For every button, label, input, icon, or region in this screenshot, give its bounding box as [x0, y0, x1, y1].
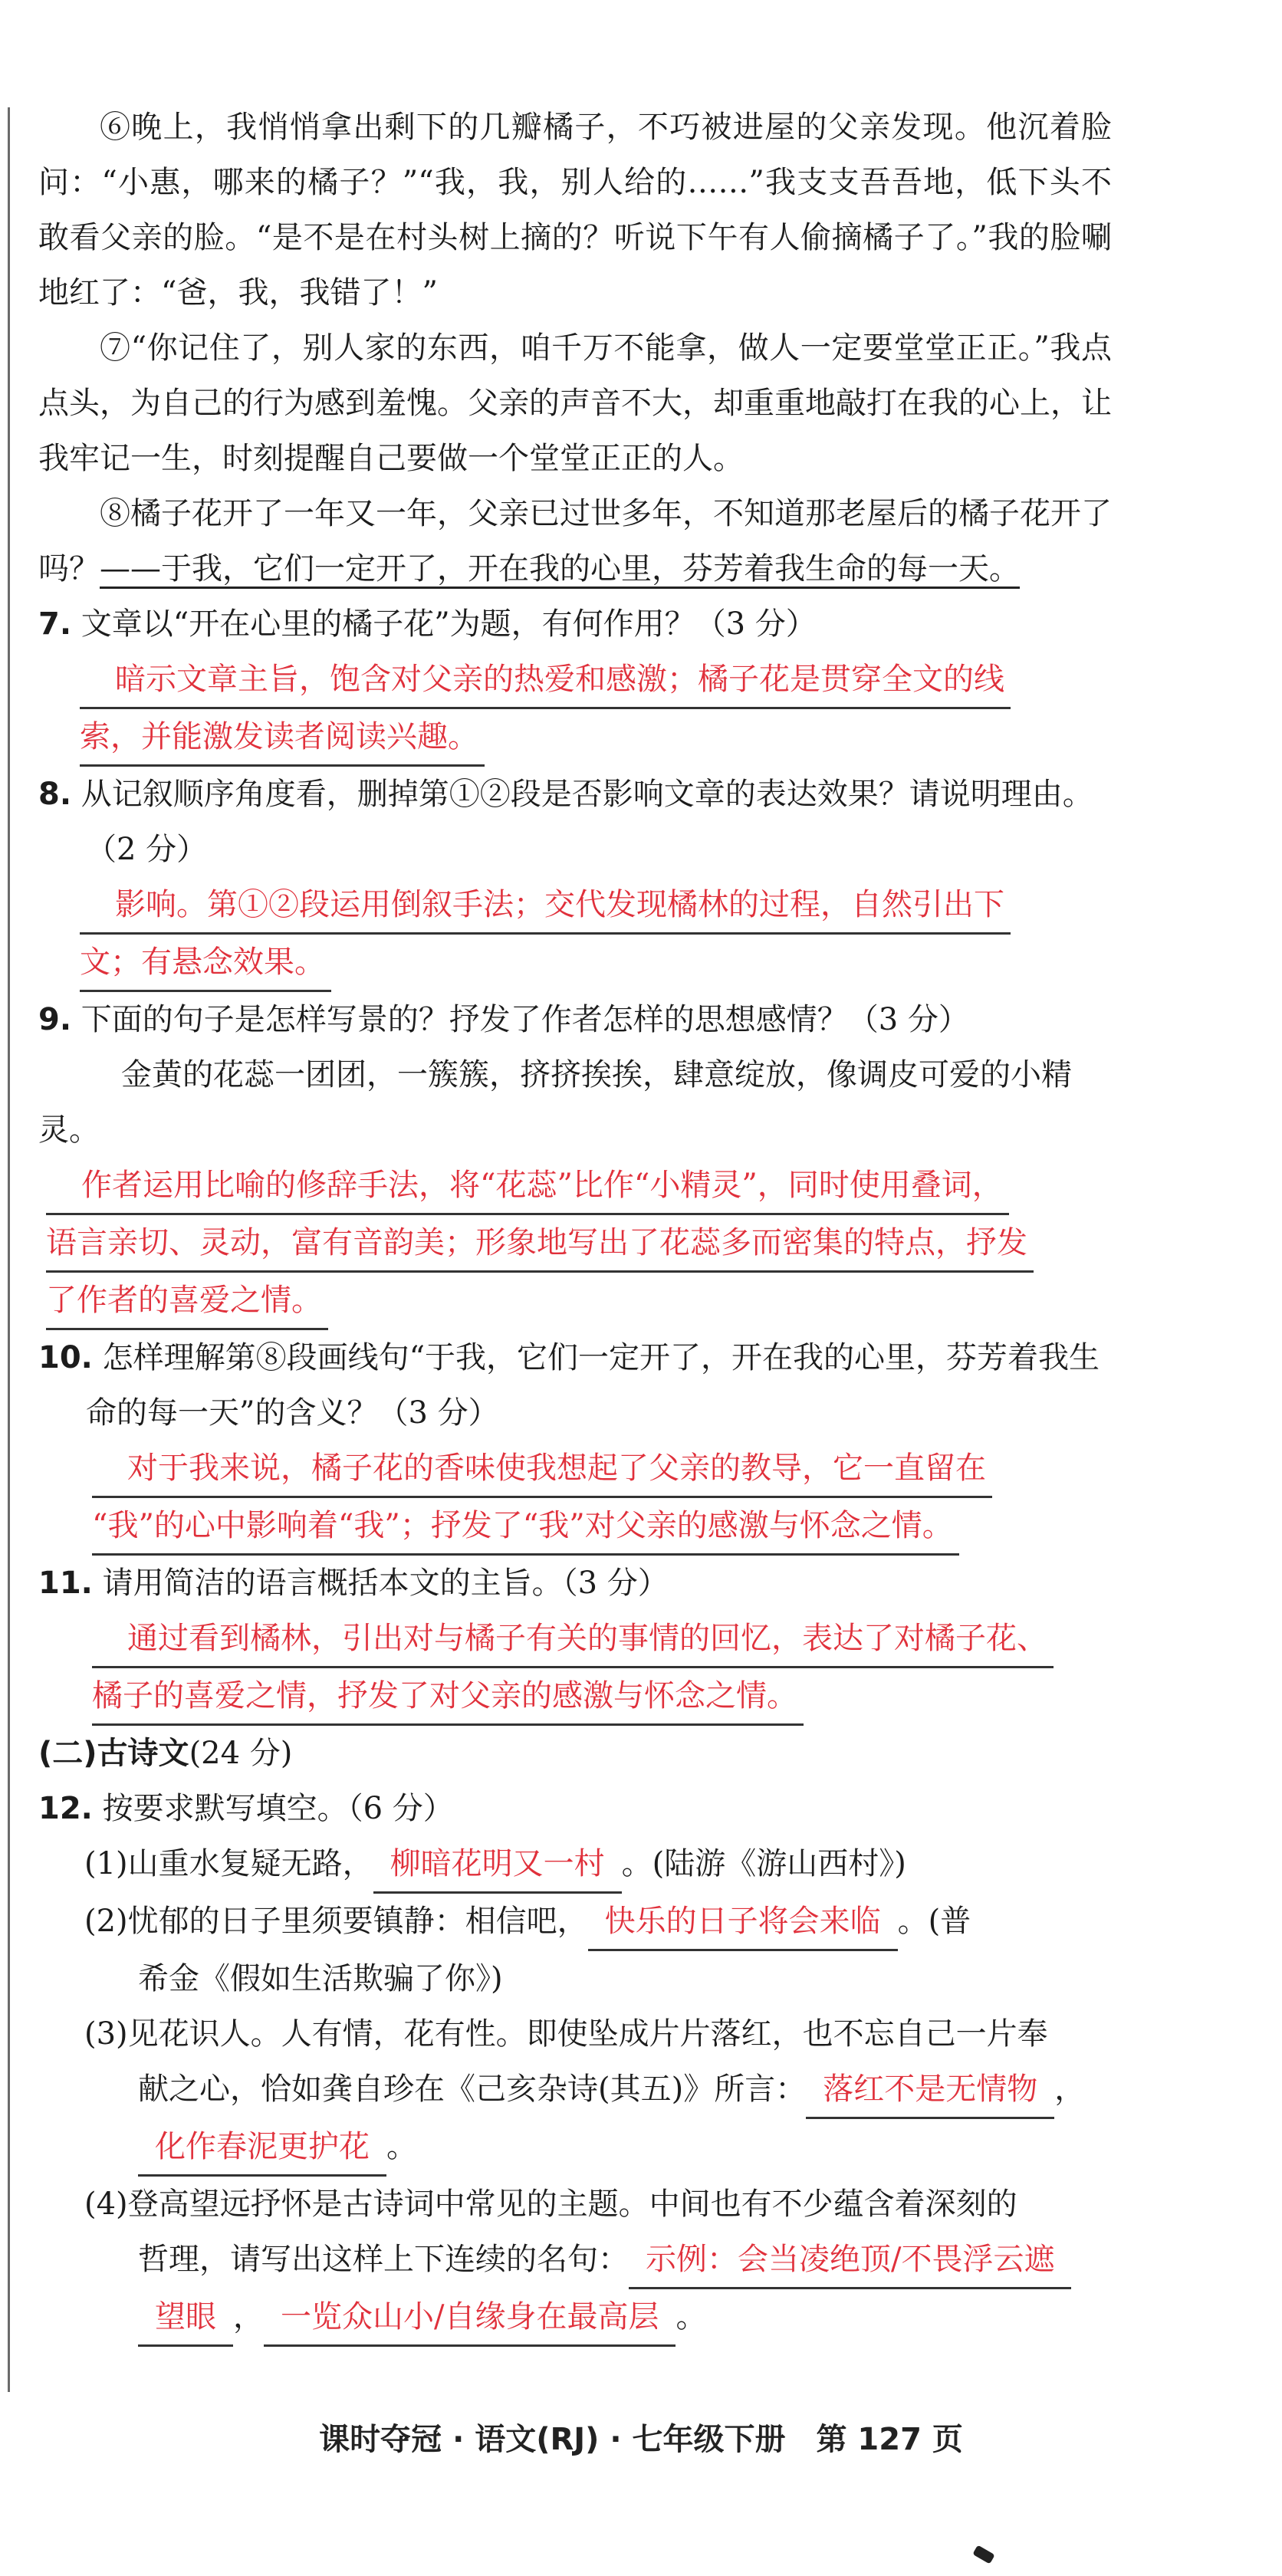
fill-item-3-line2: [138, 2062, 1112, 2119]
fill-item-3: (3)见花识人。人有情，花有性。即使坠成片片落红，也不忘自己一片奉: [84, 2016, 1048, 2052]
answer-9: [38, 1158, 1112, 1330]
question-text: 按要求默写填空。（6 分）: [102, 1791, 454, 1826]
fill-answer: 示例：会当凌绝顶/不畏浮云遮: [629, 2232, 1071, 2289]
question-number: 9.: [38, 1002, 72, 1037]
section-heading: [38, 1726, 1112, 1781]
question-text: 文章以“开在心里的橘子花”为题，有何作用？（3 分）: [81, 606, 817, 642]
fill-text: 。: [386, 2129, 417, 2164]
answer-line: 暗示文章主旨，饱含对父亲的热爱和感激；橘子花是贯穿全文的线: [80, 652, 1011, 709]
answer-line: 通过看到橘林，引出对与橘子有关的事情的回忆，表达了对橘子花、: [92, 1611, 1054, 1668]
fill-answer: 一览众山小/自缘身在最高层: [264, 2289, 676, 2347]
answer-line: 文；有悬念效果。: [80, 935, 331, 992]
page-content: [38, 100, 1112, 2347]
answer-line: 作者运用比喻的修辞手法，将“花蕊”比作“小精灵”，同时使用叠词，: [46, 1158, 1009, 1215]
fill-answer: 快乐的日子将会来临: [588, 1894, 898, 1951]
margin-rule: [8, 107, 10, 2392]
fill-text: 。(普: [897, 1904, 971, 1939]
question-text: 从记叙顺序角度看，删掉第①②段是否影响文章的表达效果？请说明理由。（2 分）: [81, 777, 1093, 867]
fill-text: ，: [1054, 2072, 1086, 2107]
fill-text: (2)忧郁的日子里须要镇静：相信吧，: [84, 1904, 588, 1939]
scan-speck: [972, 2545, 995, 2564]
question-12: [38, 1781, 1112, 1836]
fill-text: 献之心，恰如龚自珍在《己亥杂诗(其五)》所言：: [138, 2072, 807, 2107]
fill-answer: 望眼: [138, 2289, 233, 2347]
fill-item-4: (4)登高望远抒怀是古诗词中常见的主题。中间也有不少蕴含着深刻的: [84, 2187, 1017, 2222]
answer-line: 影响。第①②段运用倒叙手法；交代发现橘林的过程，自然引出下: [80, 877, 1011, 935]
paragraph-6: ⑥晚上，我悄悄拿出剩下的几瓣橘子，不巧被进屋的父亲发现。他沉着脸问：“小惠，哪来的橘子？”“我，我，别人给的……”我支支吾吾地，低下头不敢看父亲的脸。“是不是在村头树上摘的？听说下午有人偷摘橘子了。”我的脸唰地红了：“爸，我，我错了！”: [38, 110, 1112, 310]
question-number: 8.: [38, 777, 72, 812]
paragraph-8-text: ⑧橘子花开了一年又一年，父亲已过世多年，不知道那老屋后的橘子花开了吗？: [38, 496, 1112, 586]
question-9: [38, 992, 1112, 1047]
question-text: 怎样理解第⑧段画线句“于我，它们一定开了，开在我的心里，芬芳着我生命的每一天”的含义？（3 分）: [86, 1340, 1100, 1431]
answer-11: [84, 1611, 1112, 1726]
paragraph-7: ⑦“你记住了，别人家的东西，咱千万不能拿，做人一定要堂堂正正。”我点点头，为自己的行为感到羞愧。父亲的声音不大，却重重地敲打在我的心上，让我牢记一生，时刻提醒自己要做一个堂堂正正的人。: [38, 330, 1112, 476]
question-number: 12.: [38, 1791, 93, 1826]
question-11: [38, 1556, 1112, 1611]
question-number: 11.: [38, 1566, 93, 1601]
answer-line: 索，并能激发读者阅读兴趣。: [80, 709, 485, 767]
underlined-sentence: ——于我，它们一定开了，开在我的心里，芬芳着我生命的每一天。: [100, 551, 1020, 589]
fill-item-4-line2: [138, 2232, 1112, 2289]
fill-item-1: [84, 1836, 1112, 1894]
answer-8: [72, 877, 1112, 992]
fill-item-2: [84, 1894, 1112, 1951]
fill-answer: 落红不是无情物: [806, 2062, 1054, 2119]
question-number: 7.: [38, 606, 72, 642]
fill-text: ，: [233, 2299, 264, 2334]
fill-answer: 柳暗花明又一村: [373, 1836, 622, 1894]
paragraph-8: [38, 486, 1112, 596]
question-8: [38, 767, 1112, 877]
question-number: 10.: [38, 1340, 93, 1375]
quoted-sentence: 金黄的花蕊一团团，一簇簇，挤挤挨挨，肆意绽放，像调皮可爱的小精灵。: [38, 1057, 1072, 1148]
question-text: 下面的句子是怎样写景的？抒发了作者怎样的思想感情？（3 分）: [81, 1002, 969, 1037]
answer-line: 了作者的喜爱之情。: [46, 1273, 328, 1330]
question-10: [38, 1330, 1112, 1441]
page-footer: 课时夺冠 · 语文(RJ) · 七年级下册 第 127 页: [319, 2422, 963, 2457]
answer-line: 橘子的喜爱之情，抒发了对父亲的感激与怀念之情。: [92, 1668, 804, 1726]
section-title: (二)古诗文: [38, 1736, 189, 1771]
answer-line: 语言亲切、灵动，富有音韵美；形象地写出了花蕊多而密集的特点，抒发: [46, 1215, 1034, 1273]
answer-line: 对于我来说，橘子花的香味使我想起了父亲的教导，它一直留在: [92, 1441, 992, 1498]
fill-text: 。(陆游《游山西村》): [621, 1846, 906, 1881]
fill-text: 哲理，请写出这样上下连续的名句：: [138, 2242, 629, 2277]
fill-text: (1)山重水复疑无路，: [84, 1846, 373, 1881]
question-7: [38, 596, 1112, 652]
fill-answer: 化作春泥更护花: [138, 2119, 386, 2177]
fill-text: 。: [676, 2299, 707, 2334]
fill-item-4-line3: [138, 2289, 1112, 2347]
answer-10: [84, 1441, 1112, 1556]
answer-line: “我”的心中影响着“我”；抒发了“我”对父亲的感激与怀念之情。: [92, 1498, 959, 1556]
section-points: (24 分): [189, 1736, 293, 1771]
answer-7: [72, 652, 1112, 767]
fill-item-3-line3: [138, 2119, 1112, 2177]
question-text: 请用简洁的语言概括本文的主旨。（3 分）: [102, 1566, 669, 1601]
fill-item-2-cont: 希金《假如生活欺骗了你》): [138, 1961, 503, 1996]
